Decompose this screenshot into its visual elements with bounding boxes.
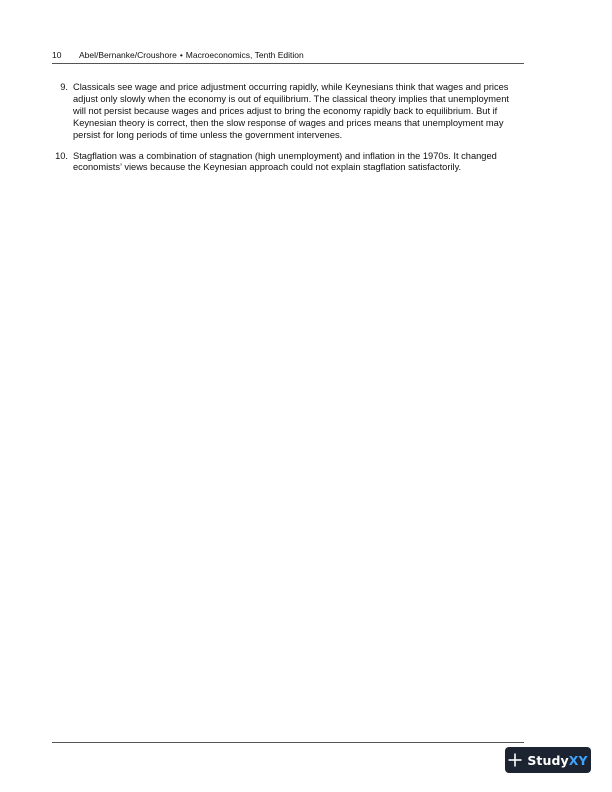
answer-item-10	[52, 151, 520, 175]
answer-number: 10.	[55, 150, 68, 161]
brand-accent: XY	[568, 752, 588, 768]
brand-main: Study	[527, 752, 569, 768]
studyxy-logo[interactable]	[505, 747, 591, 773]
brand-name	[527, 753, 587, 768]
answer-item-9	[52, 82, 520, 142]
answer-text: Stagflation was a combination of stagnation (high unemployment) and inflation in the 1970s. It changed economists’ views because the Keynesian approach could not explain stagflation satisfactorily.	[73, 150, 497, 173]
plus-icon	[508, 753, 522, 767]
footer-rule	[52, 742, 524, 743]
header-authors: Abel/Bernanke/Croushore	[79, 50, 177, 60]
answer-list	[52, 82, 520, 183]
header-rule	[52, 63, 524, 64]
page-header	[52, 50, 524, 64]
answer-number: 9.	[60, 82, 68, 92]
header-separator: •	[179, 50, 183, 60]
answer-text: Classicals see wage and price adjustment occurring rapidly, while Keynesians think that wages and prices adjust only slowly when the economy is out of equilibrium. The classical theory implies that unemployment will not persist because wages and prices adjust to bring the economy rapidly back to equilibrium. But if Keynesian theory is correct, then the slow response of wages and prices means that unemployment may persist for long periods of time unless the government intervenes.	[73, 82, 509, 140]
page-number: 10	[52, 50, 62, 60]
header-book-title: Macroeconomics, Tenth Edition	[185, 50, 304, 60]
